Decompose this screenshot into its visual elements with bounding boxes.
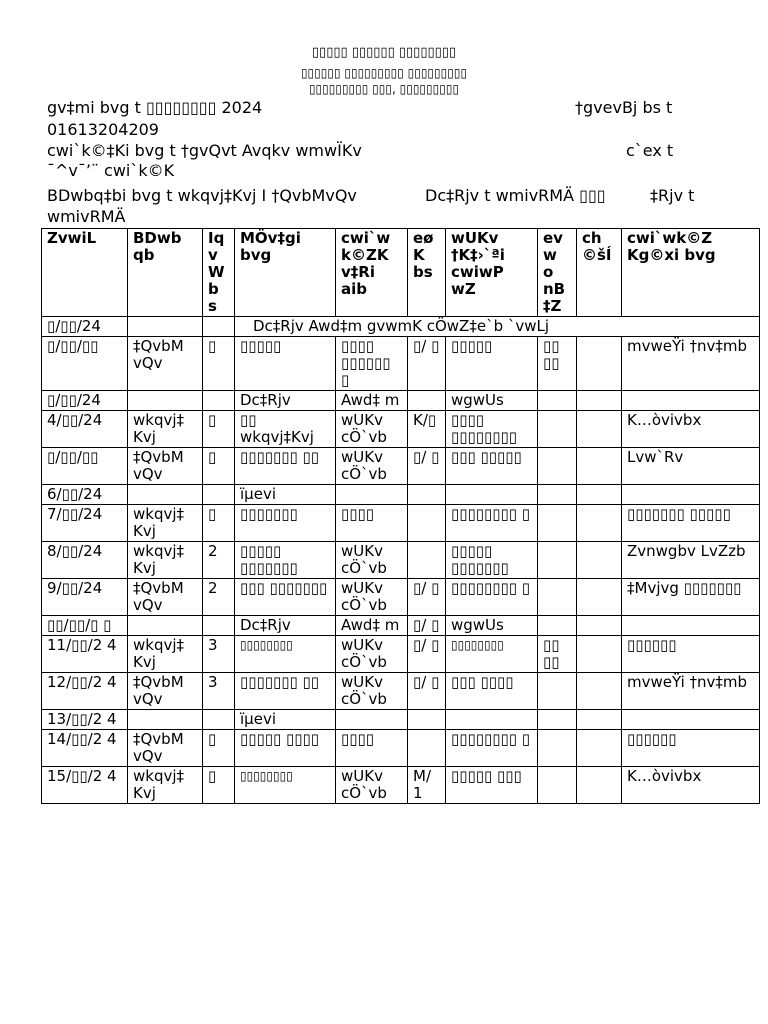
cell-village: ▯▯▯▯▯ ▯▯▯▯▯▯▯ — [235, 542, 336, 579]
table-row — [42, 317, 760, 337]
cell-block: ▯/ ▯ — [408, 636, 446, 673]
cell-work-type: wUKv cÖ`vb — [336, 411, 408, 448]
cell-from — [538, 710, 577, 730]
col-block: eø K bs — [408, 229, 446, 317]
cell-center: ▯▯▯▯▯▯▯▯ ▯ — [446, 579, 538, 616]
cell-village: ▯▯▯▯▯ — [235, 337, 336, 391]
cell-ward: 2 — [203, 542, 235, 579]
cell-center: ▯▯▯▯▯ ▯▯▯▯▯▯▯ — [446, 542, 538, 579]
cell-village: ▯▯ wkqvj‡Kvj — [235, 411, 336, 448]
cell-block: ▯/ ▯ — [408, 616, 446, 636]
cell-union: ‡QvbM vQv — [128, 673, 203, 710]
table-row — [42, 710, 760, 730]
col-work-type: cwi`w k©ZK v‡Ri aib — [336, 229, 408, 317]
cell-village: Dc‡Rjv — [235, 616, 336, 636]
table-header-row — [42, 229, 760, 317]
col-staff: cwi`wk©Z Kg©xi bvg — [622, 229, 760, 317]
cell-to — [577, 448, 622, 485]
table-row — [42, 673, 760, 710]
table-row — [42, 767, 760, 804]
cell-staff: Zvnwgbv LvZzb — [622, 542, 760, 579]
cell-block — [408, 542, 446, 579]
cell-ward — [203, 391, 235, 411]
cell-ward: 3 — [203, 636, 235, 673]
cell-work-type — [336, 485, 408, 505]
cell-date: 4/▯▯/24 — [42, 411, 128, 448]
table-row — [42, 411, 760, 448]
cell-block — [408, 710, 446, 730]
cell-from — [538, 485, 577, 505]
col-to: ch ©šÍ — [577, 229, 622, 317]
cell-block — [408, 391, 446, 411]
cell-block — [408, 505, 446, 542]
cell-block — [408, 485, 446, 505]
cell-center — [446, 485, 538, 505]
cell-date: ▯/▯▯/24 — [42, 317, 128, 337]
designation-value: ¯^v¯’¨ cwi`k©K — [47, 161, 175, 180]
table-row — [42, 730, 760, 767]
cell-village: ïµevi — [235, 710, 336, 730]
cell-date: ▯/▯▯/▯▯ — [42, 337, 128, 391]
cell-center: ▯▯▯▯▯ — [446, 337, 538, 391]
cell-date: 8/▯▯/24 — [42, 542, 128, 579]
cell-to — [577, 730, 622, 767]
table-row — [42, 616, 760, 636]
col-from: ev w o nB ‡Z — [538, 229, 577, 317]
cell-ward: ▯ — [203, 337, 235, 391]
cell-center: ▯▯▯▯▯▯▯▯ ▯ — [446, 505, 538, 542]
cell-union: wkqvj‡ Kvj — [128, 636, 203, 673]
cell-date: 14/▯▯/2 4 — [42, 730, 128, 767]
cell-block: ▯/ ▯ — [408, 579, 446, 616]
cell-date: 13/▯▯/2 4 — [42, 710, 128, 730]
cell-from: ▯▯ ▯▯ — [538, 337, 577, 391]
cell-village: ïµevi — [235, 485, 336, 505]
cell-from — [538, 391, 577, 411]
cell-block: ▯/ ▯ — [408, 673, 446, 710]
cell-block: M/ 1 — [408, 767, 446, 804]
col-center: wUKv †K‡›`ªi cwiwP wZ — [446, 229, 538, 317]
table-row — [42, 636, 760, 673]
cell-union: ‡QvbM vQv — [128, 337, 203, 391]
union-label: BDwbq‡bi bvg t wkqvj‡Kvj I †QvbMvQv — [47, 186, 357, 205]
cell-work-type: wUKv cÖ`vb — [336, 542, 408, 579]
cell-union — [128, 317, 203, 337]
table-row — [42, 542, 760, 579]
cell-work-type: wUKv cÖ`vb — [336, 767, 408, 804]
cell-to — [577, 542, 622, 579]
cell-ward: ▯ — [203, 767, 235, 804]
cell-block: ▯/ ▯ — [408, 337, 446, 391]
cell-center: ▯▯▯ ▯▯▯▯▯ — [446, 448, 538, 485]
cell-to — [577, 391, 622, 411]
cell-work-type: wUKv cÖ`vb — [336, 448, 408, 485]
designation-label: c`ex t — [626, 141, 674, 160]
cell-staff: ▯▯▯▯▯▯ — [622, 730, 760, 767]
cell-staff: ▯▯▯▯▯▯▯ ▯▯▯▯▯ — [622, 505, 760, 542]
cell-ward: 3 — [203, 673, 235, 710]
cell-from — [538, 730, 577, 767]
cell-union: wkqvj‡ Kvj — [128, 411, 203, 448]
cell-block — [408, 730, 446, 767]
cell-union: ‡QvbM vQv — [128, 579, 203, 616]
col-date: ZvwiL — [42, 229, 128, 317]
cell-to — [577, 710, 622, 730]
cell-village: ▯▯▯▯▯ ▯▯▯▯ — [235, 730, 336, 767]
cell-work-type — [336, 710, 408, 730]
cell-village: ▯▯▯▯▯▯▯▯ — [235, 636, 336, 673]
cell-staff: mvweŸi †nv‡mb — [622, 673, 760, 710]
cell-village: ▯▯▯▯▯▯▯ — [235, 505, 336, 542]
table-row — [42, 448, 760, 485]
cell-date: 6/▯▯/24 — [42, 485, 128, 505]
cell-to — [577, 636, 622, 673]
cell-staff: ▯▯▯▯▯▯ — [622, 636, 760, 673]
mobile-number: 01613204209 — [47, 120, 159, 139]
cell-ward: ▯ — [203, 505, 235, 542]
table-row — [42, 505, 760, 542]
cell-to — [577, 616, 622, 636]
cell-village: ▯▯▯▯▯▯▯ ▯▯ — [235, 448, 336, 485]
cell-staff: Lvw`Rv — [622, 448, 760, 485]
exam-label: gv‡mi bvg t ▯▯▯▯▯▯▯▯ 2024 — [47, 98, 263, 117]
cell-to — [577, 579, 622, 616]
cell-union — [128, 391, 203, 411]
table-row — [42, 337, 760, 391]
cell-center: ▯▯▯▯▯▯▯▯ — [446, 636, 538, 673]
cell-center — [446, 710, 538, 730]
cell-union: ‡QvbM vQv — [128, 448, 203, 485]
cell-from: ▯▯ ▯▯ — [538, 636, 577, 673]
cell-block: ▯/ ▯ — [408, 448, 446, 485]
cell-to — [577, 337, 622, 391]
cell-village: Dc‡Rjv — [235, 391, 336, 411]
col-ward: Iq v W b s — [203, 229, 235, 317]
cell-center: ▯▯▯▯▯▯▯▯ ▯ — [446, 730, 538, 767]
cell-staff: K…òvivbx — [622, 767, 760, 804]
cell-union: wkqvj‡ Kvj — [128, 767, 203, 804]
cell-work-type: Awd‡ m — [336, 616, 408, 636]
cell-date: 9/▯▯/24 — [42, 579, 128, 616]
cell-union: wkqvj‡ Kvj — [128, 542, 203, 579]
cell-to — [577, 485, 622, 505]
cell-union: ‡QvbM vQv — [128, 730, 203, 767]
cell-to — [577, 411, 622, 448]
cell-staff — [622, 710, 760, 730]
cell-date: ▯/▯▯/▯▯ — [42, 448, 128, 485]
cell-work-type: ▯▯▯▯ — [336, 505, 408, 542]
col-union: BDwb qb — [128, 229, 203, 317]
cell-ward: ▯ — [203, 448, 235, 485]
cell-date: 12/▯▯/2 4 — [42, 673, 128, 710]
cell-village: ▯▯▯▯▯▯▯▯ — [235, 767, 336, 804]
table-row — [42, 579, 760, 616]
cell-from — [538, 411, 577, 448]
cell-date: ▯▯/▯▯/▯ ▯ — [42, 616, 128, 636]
inspection-table — [41, 228, 760, 804]
cell-ward: ▯ — [203, 411, 235, 448]
cell-to — [577, 767, 622, 804]
cell-staff: K…òvivbx — [622, 411, 760, 448]
cell-ward: 2 — [203, 579, 235, 616]
cell-village: ▯▯▯ ▯▯▯▯▯▯▯ — [235, 579, 336, 616]
cell-center: ▯▯▯▯▯ ▯▯▯ — [446, 767, 538, 804]
cell-date: 11/▯▯/2 4 — [42, 636, 128, 673]
cell-date: ▯/▯▯/24 — [42, 391, 128, 411]
cell-center: wgwUs — [446, 616, 538, 636]
cell-staff — [622, 616, 760, 636]
office-subtitle: ▯▯▯▯▯▯ ▯▯▯▯▯▯▯▯▯ ▯▯▯▯▯▯▯▯▯ — [300, 66, 468, 80]
cell-union — [128, 710, 203, 730]
office-title: ▯▯▯▯▯ ▯▯▯▯▯▯ ▯▯▯▯▯▯▯▯ — [311, 45, 457, 60]
cell-date: 15/▯▯/2 4 — [42, 767, 128, 804]
cell-ward — [203, 485, 235, 505]
cell-from — [538, 448, 577, 485]
cell-from — [538, 505, 577, 542]
cell-work-type: wUKv cÖ`vb — [336, 636, 408, 673]
cell-staff: mvweŸi †nv‡mb — [622, 337, 760, 391]
table-row — [42, 391, 760, 411]
cell-ward — [203, 616, 235, 636]
cell-from — [538, 673, 577, 710]
cell-from — [538, 767, 577, 804]
office-address: ▯▯▯▯▯▯▯▯▯ ▯▯▯, ▯▯▯▯▯▯▯▯▯ — [308, 82, 460, 96]
cell-date: 7/▯▯/24 — [42, 505, 128, 542]
cell-to — [577, 673, 622, 710]
cell-from — [538, 616, 577, 636]
district-label: ‡Rjv t — [650, 186, 695, 205]
cell-center: ▯▯▯ ▯▯▯▯ — [446, 673, 538, 710]
table-row — [42, 485, 760, 505]
cell-work-type: ▯▯▯▯ ▯▯▯▯▯▯ ▯ — [336, 337, 408, 391]
cell-ward — [203, 710, 235, 730]
cell-work-type: Awd‡ m — [336, 391, 408, 411]
cell-center: wgwUs — [446, 391, 538, 411]
cell-remark: Dc‡Rjv Awd‡m gvwmK cÖwZ‡e`b `vwLj — [235, 317, 760, 337]
teacher-label: cwi`k©‡Ki bvg t †gvQvt Avqkv wmwÏKv — [47, 141, 362, 160]
cell-staff — [622, 391, 760, 411]
cell-to — [577, 505, 622, 542]
cell-center: ▯▯▯▯ ▯▯▯▯▯▯▯▯ — [446, 411, 538, 448]
cell-union: wkqvj‡ Kvj — [128, 505, 203, 542]
cell-village: ▯▯▯▯▯▯▯ ▯▯ — [235, 673, 336, 710]
cell-work-type: wUKv cÖ`vb — [336, 579, 408, 616]
col-village: MÖv‡gi bvg — [235, 229, 336, 317]
mobile-label: †gvevBj bs t — [575, 98, 673, 117]
cell-union — [128, 485, 203, 505]
cell-work-type: wUKv cÖ`vb — [336, 673, 408, 710]
cell-ward — [203, 317, 235, 337]
cell-from — [538, 579, 577, 616]
cell-union — [128, 616, 203, 636]
upazila-label: Dc‡Rjv t wmivRMÄ ▯▯▯ — [425, 186, 606, 205]
cell-ward: ▯ — [203, 730, 235, 767]
district-value: wmivRMÄ — [47, 207, 126, 226]
cell-work-type: ▯▯▯▯ — [336, 730, 408, 767]
cell-block: K/▯ — [408, 411, 446, 448]
cell-staff: ‡Mvjvg ▯▯▯▯▯▯▯ — [622, 579, 760, 616]
cell-from — [538, 542, 577, 579]
cell-staff — [622, 485, 760, 505]
